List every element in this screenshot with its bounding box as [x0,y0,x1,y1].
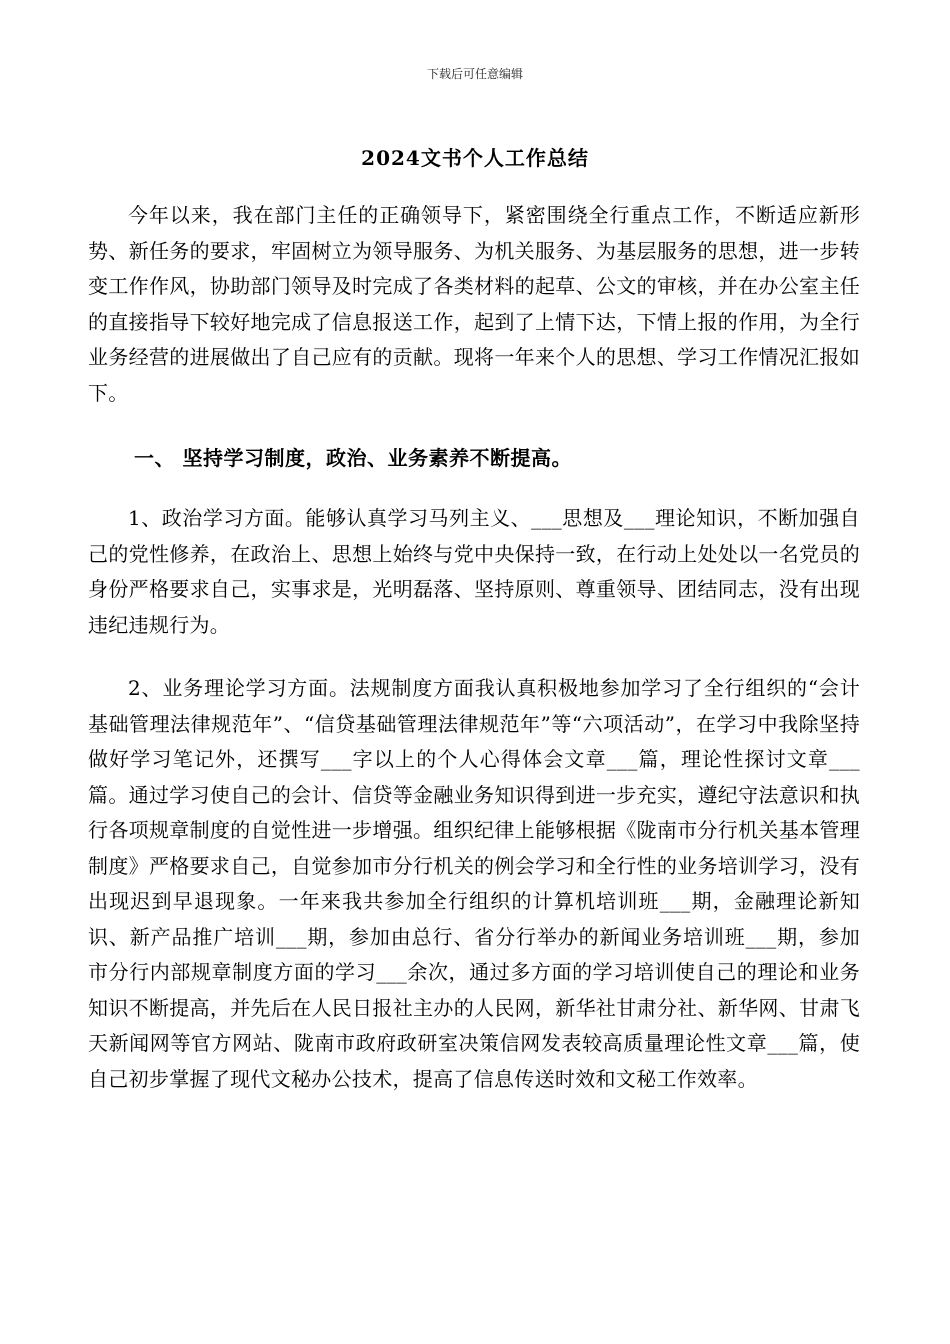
paragraph-political-study [88,501,860,643]
paragraph-text: 2、业务理论学习方面。法规制度方面我认真积极地参加学习了全行组织的“会计基础管理法律规范年”、“信贷基础管理法律规范年”等“六项活动”，在学习中我除坚持做好学习笔记外，还撰写___字以上的个人心得体会文章___篇，理论性探讨文章___篇。通过学习使自己的会计、信贷等金融业务知识得到进一步充实，遵纪守法意识和执行各项规章制度的自觉性进一步增强。组织纪律上能够根据《陇南市分行机关基本管理制度》严格要求自己，自觉参加市分行机关的例会学习和全行性的业务培训学习，没有出现迟到早退现象。一年来我共参加全行组织的计算机培训班___期，金融理论新知识、新产品推广培训___期，参加由总行、省分行举办的新闻业务培训班___期，参加市分行内部规章制度方面的学习___余次，通过多方面的学习培训使自己的理论和业务知识不断提高，并先后在人民日报社主办的人民网，新华社甘肃分社、新华网、甘肃飞天新闻网等官方网站、陇南市政府政研室决策信网发表较高质量理论性文章___篇，使自己初步掌握了现代文秘办公技术，提高了信息传送时效和文秘工作效率。 [88,676,860,1091]
paragraph-text: 1、政治学习方面。能够认真学习马列主义、___思想及___理论知识，不断加强自己的党性修养，在政治上、思想上始终与党中央保持一致，在行动上处处以一名党员的身份严格要求自己，实事求是，光明磊落、坚持原则、尊重领导、团结同志，没有出现违纪违规行为。 [88,506,860,637]
paragraph-business-study [88,671,860,1097]
intro-paragraph [88,198,860,411]
document-title: 2024文书个人工作总结 [361,146,589,170]
intro-text: 今年以来，我在部门主任的正确领导下，紧密围绕全行重点工作，不断适应新形势、新任务的要求，牢固树立为领导服务、为机关服务、为基层服务的思想，进一步转变工作作风，协助部门领导及时完成了各类材料的起草、公文的审核，并在办公室主任的直接指导下较好地完成了信息报送工作，起到了上情下达，下情上报的作用，为全行业务经营的进展做出了自己应有的贡献。现将一年来个人的思想、学习工作情况汇报如下。 [88,203,860,405]
header-note: 下载后可任意编辑 [426,67,523,81]
section-heading: 一、 坚持学习制度，政治、业务素养不断提高。 [134,446,572,470]
